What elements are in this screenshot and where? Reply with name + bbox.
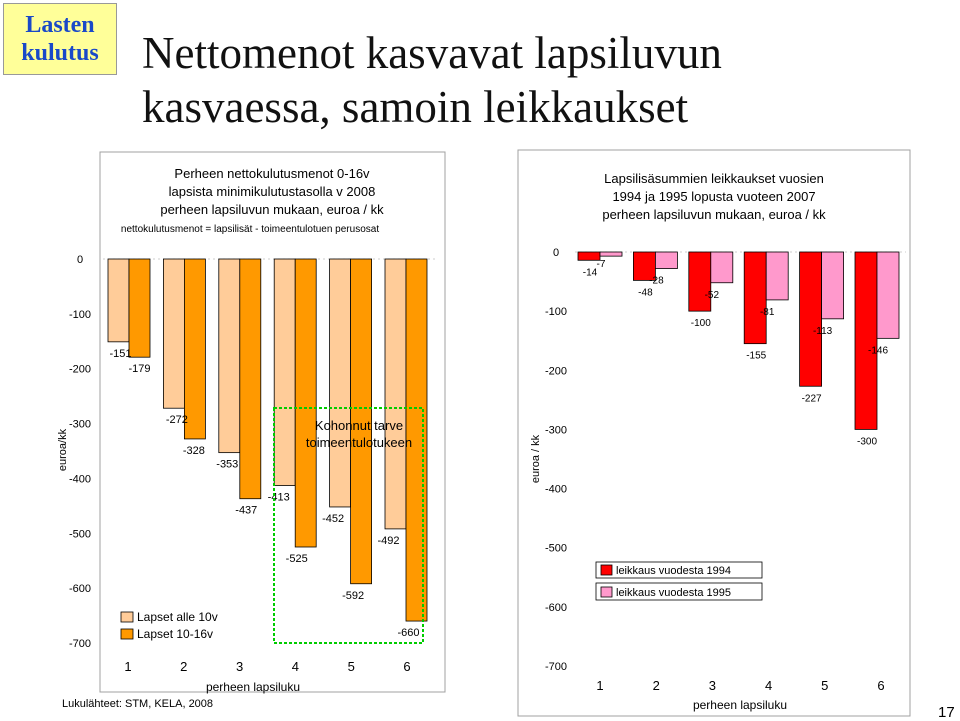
chart2-y-axis-label: euroa / kk	[530, 434, 542, 484]
chart2-x-tick-label: 1	[596, 678, 604, 693]
chart1-y-tick-label: -300	[68, 418, 92, 431]
chart1-data-label: -413	[267, 491, 290, 504]
legend-swatch-1995	[601, 587, 612, 597]
chart2-y-tick-label: -500	[544, 542, 568, 555]
chart1-data-label: -272	[165, 414, 188, 427]
chart2-data-label: -100	[690, 318, 711, 330]
annotation-line-1: Kohonnut tarve	[314, 418, 404, 433]
chart2-bar-1995	[877, 252, 899, 338]
chart2-data-label: -81	[759, 306, 775, 318]
chart2-x-tick-label: 6	[877, 678, 885, 693]
chart2-bar-1995	[766, 252, 788, 300]
chart2-bar-1995	[600, 252, 622, 256]
chart1-y-tick-label: 0	[76, 254, 84, 266]
chart1-y-axis-label: euroa/kk	[57, 428, 69, 472]
chart2-x-tick-label: 5	[821, 678, 829, 693]
chart2-bar-1994	[800, 252, 822, 386]
legend-label-1994: leikkaus vuodesta 1994	[616, 565, 731, 577]
chart2-bar-1994	[855, 252, 877, 429]
chart1-x-tick-label: 5	[347, 659, 355, 674]
chart1-x-tick-label: 6	[403, 659, 411, 674]
chart2-bar-1994	[689, 252, 711, 311]
chart1-y-tick-label: -400	[68, 473, 92, 486]
chart2-y-tick-label: -700	[544, 661, 568, 673]
chart2-frame	[518, 150, 910, 716]
chart2-title-line-1: Lapsilisäsummien leikkaukset vuosien	[604, 171, 824, 186]
chart2-data-label: -52	[704, 289, 720, 301]
chart1-title-line-3: perheen lapsiluvun mukaan, euroa / kk	[160, 202, 384, 217]
chart1-y-tick-label: -200	[68, 363, 92, 376]
chart2-data-label: -227	[801, 393, 822, 405]
chart2-data-label: -113	[812, 325, 833, 337]
chart2-bar-1995	[655, 252, 677, 269]
chart1-y-tick-label: -600	[68, 583, 92, 596]
slide-title: Nettomenot kasvavat lapsiluvun kasvaessa, samoin leikkaukset	[142, 28, 722, 132]
chart2-x-tick-label: 3	[708, 678, 717, 693]
chart2-x-tick-label: 4	[764, 678, 773, 693]
chart2-title-line-2: 1994 ja 1995 lopusta vuoteen 2007	[612, 189, 816, 204]
chart2-title-line-3: perheen lapsiluvun mukaan, euroa / kk	[602, 207, 826, 222]
chart2-data-label: -28	[649, 275, 664, 287]
chart1-y-tick-label: -500	[68, 528, 92, 541]
chart2-data-label: -14	[582, 267, 598, 279]
chart1-y-tick-label: -100	[68, 308, 92, 321]
legend-label-10-16: Lapset 10-16v	[137, 627, 214, 641]
chart2-y-tick-label: 0	[552, 247, 560, 259]
chart1-data-label: -660	[397, 627, 420, 640]
chart2-x-tick-label: 2	[652, 678, 660, 693]
legend-swatch-1994	[601, 565, 612, 575]
chart1-title-line-1: Perheen nettokulutusmenot 0-16v	[174, 166, 370, 181]
chart1-data-label: -492	[377, 534, 400, 547]
source-note: Lukulähteet: STM, KELA, 2008	[62, 698, 214, 710]
legend-label-under-10: Lapset alle 10v	[137, 610, 218, 624]
chart2-data-label: -48	[638, 287, 653, 299]
chart2-x-axis-label: perheen lapsiluku	[692, 698, 788, 712]
annotation-line-2: toimeentulotukeen	[305, 435, 413, 450]
chart2-data-label: -7	[596, 259, 606, 271]
chart1-x-tick-label: 2	[180, 659, 188, 674]
chart1-data-label: -525	[285, 553, 308, 565]
chart1-x-axis-label: perheen lapsiluku	[205, 680, 301, 694]
chart1-data-label: -179	[128, 363, 151, 376]
page-number: 17	[938, 704, 955, 721]
chart2-y-tick-label: -200	[544, 365, 568, 378]
chart2-data-label: -155	[746, 350, 767, 362]
chart2-y-tick-label: -100	[544, 306, 568, 319]
chart1-subtitle: nettokulutusmenot = lapsilisät - toimeentulotuen perusosat	[120, 224, 380, 235]
chart2-y-tick-label: -400	[544, 483, 568, 496]
chart2-y-tick-label: -600	[544, 601, 568, 614]
chart1-data-label: -353	[216, 458, 239, 471]
chart1-data-label: -452	[322, 512, 345, 525]
chart1-x-tick-label: 1	[124, 659, 132, 674]
chart1-data-label: -592	[342, 589, 365, 602]
chart1-data-label: -151	[109, 347, 132, 360]
chart1-data-label: -437	[235, 504, 258, 517]
section-tag: Lasten kulutus	[3, 3, 117, 75]
chart1-x-tick-label: 4	[291, 659, 300, 674]
chart1-y-tick-label: -700	[68, 638, 92, 650]
chart2-data-label: -300	[856, 436, 878, 448]
chart2-data-label: -146	[867, 345, 889, 357]
legend-label-1995: leikkaus vuodesta 1995	[616, 587, 731, 599]
chart1-data-label: -328	[182, 444, 205, 457]
chart2-bar-1994	[744, 252, 766, 344]
chart1-x-tick-label: 3	[235, 659, 244, 674]
chart2-bar-1995	[822, 252, 844, 319]
chart1-title-line-2: lapsista minimikulutustasolla v 2008	[168, 184, 376, 199]
chart2-bar-1995	[711, 252, 733, 283]
chart2-y-tick-label: -300	[544, 424, 568, 437]
